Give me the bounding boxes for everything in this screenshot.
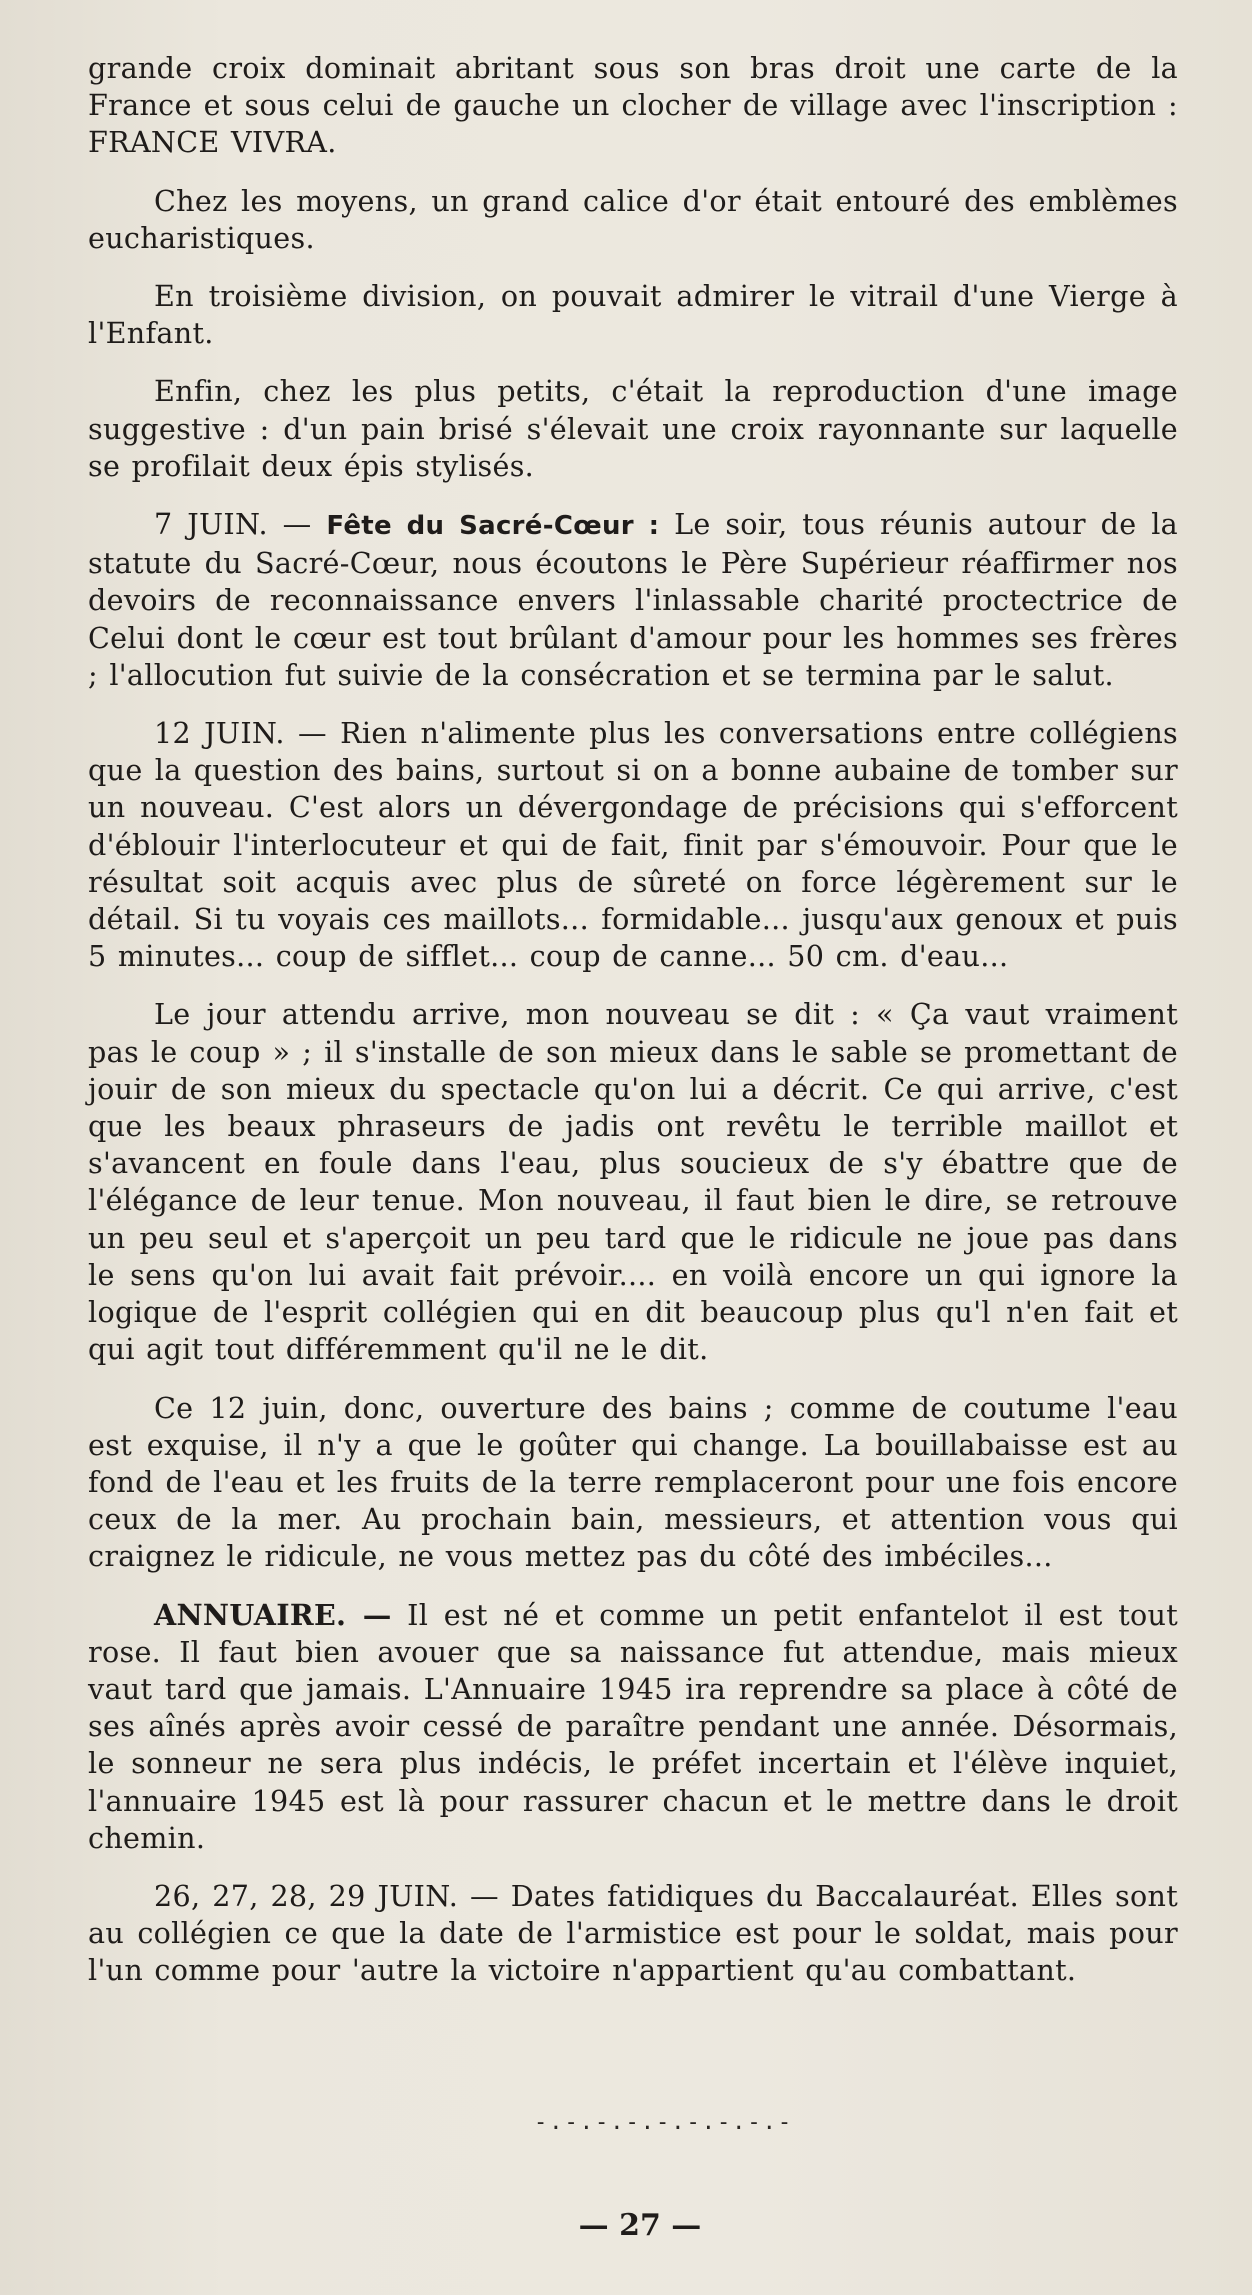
paragraph-baccalaureat — [88, 1878, 1178, 1990]
paragraph-text: En troisième division, on pouvait admirer le vitrail d'une Vierge à l'Enfant. — [88, 279, 1178, 351]
paragraph-text: Dates fatidiques du Baccalauréat. Elles sont au collégien ce que la date de l'armistice est pour le soldat, mais pour l'un comme pour 'autre la victoire n'appartient qu'au combattant. — [88, 1878, 1178, 1988]
entry-date: 26, 27, 28, 29 JUIN. — — [154, 1878, 499, 1913]
paragraph-troisieme-division — [88, 278, 1178, 352]
paragraph-12-juin — [88, 715, 1178, 975]
paragraph-petits — [88, 373, 1178, 485]
document-page — [88, 50, 1178, 2250]
page-number: — 27 — — [578, 2208, 702, 2243]
paragraph-ouverture-bains — [88, 1390, 1178, 1576]
paragraph-croix — [88, 50, 1178, 162]
paragraph-7-juin — [88, 506, 1178, 694]
entry-heading: Fête du Sacré-Cœur : — [326, 511, 660, 542]
paragraph-text: Le jour attendu arrive, mon nouveau se dit : « Ça vaut vraiment pas le coup » ; il s'installe de son mieux dans le sable se promettant de jouir de son mieux du spectacle qu'on lui a décrit. Ce qui arrive, c'est que les beaux phraseurs de jadis ont revêtu le terrible maillot et s'avancent en foule dans l'eau, plus soucieux de s'y ébattre que de l'élégance de leur tenue. Mon nouveau, il faut bien le dire, se retrouve un peu seul et s'aperçoit un peu tard que le ridicule ne joue pas dans le sens qu'on lui avait fait prévoir.... en voilà encore un qui ignore la logique de l'esprit collégien qui en dit beaucoup plus qu'l n'en fait et qui agit tout différemment qu'il ne le dit. — [88, 997, 1178, 1367]
paragraph-text: grande croix dominait abritant sous son bras droit une carte de la France et sous celui de gauche un clocher de village avec l'inscription : FRANCE VIVRA. — [88, 51, 1178, 160]
entry-date: 7 JUIN. — — [154, 507, 312, 542]
paragraph-text: Chez les moyens, un grand calice d'or était entouré des emblèmes eucharistiques. — [88, 183, 1178, 255]
paragraph-text: Rien n'alimente plus les conversations entre collégiens que la question des bains, surtout si on a bonne aubaine de tomber sur un nouveau. C'est alors un dévergondage de précisions qui s'efforcent d'éblouir l'interlocuteur et qui de fait, finit par s'émouvoir. Pour que le résultat soit acquis avec plus de sûreté on force légèrement sur le détail. Si tu voyais ces maillots... formidable... jusqu'aux genoux et puis 5 minutes... coup de sifflet... coup de canne... 50 cm. d'eau... — [88, 716, 1179, 974]
paragraph-text: Le soir, tous réunis autour de la statute du Sacré-Cœur, nous écoutons le Père Supérieur réaffirmer nos devoirs de reconnaissance envers l'inlassable charité proctectrice de Celui dont le cœur est tout brûlant d'amour pour les hommes ses frères ; l'allocution fut suivie de la consécration et se termina par le salut. — [88, 507, 1178, 692]
paragraph-moyens — [88, 183, 1178, 257]
paragraph-annuaire — [88, 1597, 1178, 1857]
paragraph-jour-attendu — [88, 996, 1178, 1368]
paragraph-text: Ce 12 juin, donc, ouverture des bains ; comme de coutume l'eau est exquise, il n'y a que le goûter qui change. La bouillabaisse est au fond de l'eau et les fruits de la terre remplaceront pour une fois encore ceux de la mer. Au prochain bain, messieurs, et attention vous qui craignez le ridicule, ne vous mettez pas du côté des imbéciles... — [88, 1390, 1178, 1574]
entry-heading: ANNUAIRE. — — [154, 1597, 392, 1632]
entry-date: 12 JUIN. — — [154, 716, 327, 751]
section-ornament: -.-.-.-.-.-.-.-.- — [534, 2110, 794, 2135]
paragraph-text: Il est né et comme un petit enfantelot il est tout rose. Il faut bien avouer que sa naissance fut attendue, mais mieux vaut tard que jamais. L'Annuaire 1945 ira reprendre sa place à côté de ses aînés après avoir cessé de paraître pendant une année. Désormais, le sonneur ne sera plus indécis, le préfet incertain et l'élève inquiet, l'annuaire 1945 est là pour rassurer chacun et le mettre dans le droit chemin. — [88, 1597, 1178, 1855]
paragraph-text: Enfin, chez les plus petits, c'était la reproduction d'une image suggestive : d'un pain brisé s'élevait une croix rayonnante sur laquelle se profilait deux épis stylisés. — [88, 374, 1178, 483]
